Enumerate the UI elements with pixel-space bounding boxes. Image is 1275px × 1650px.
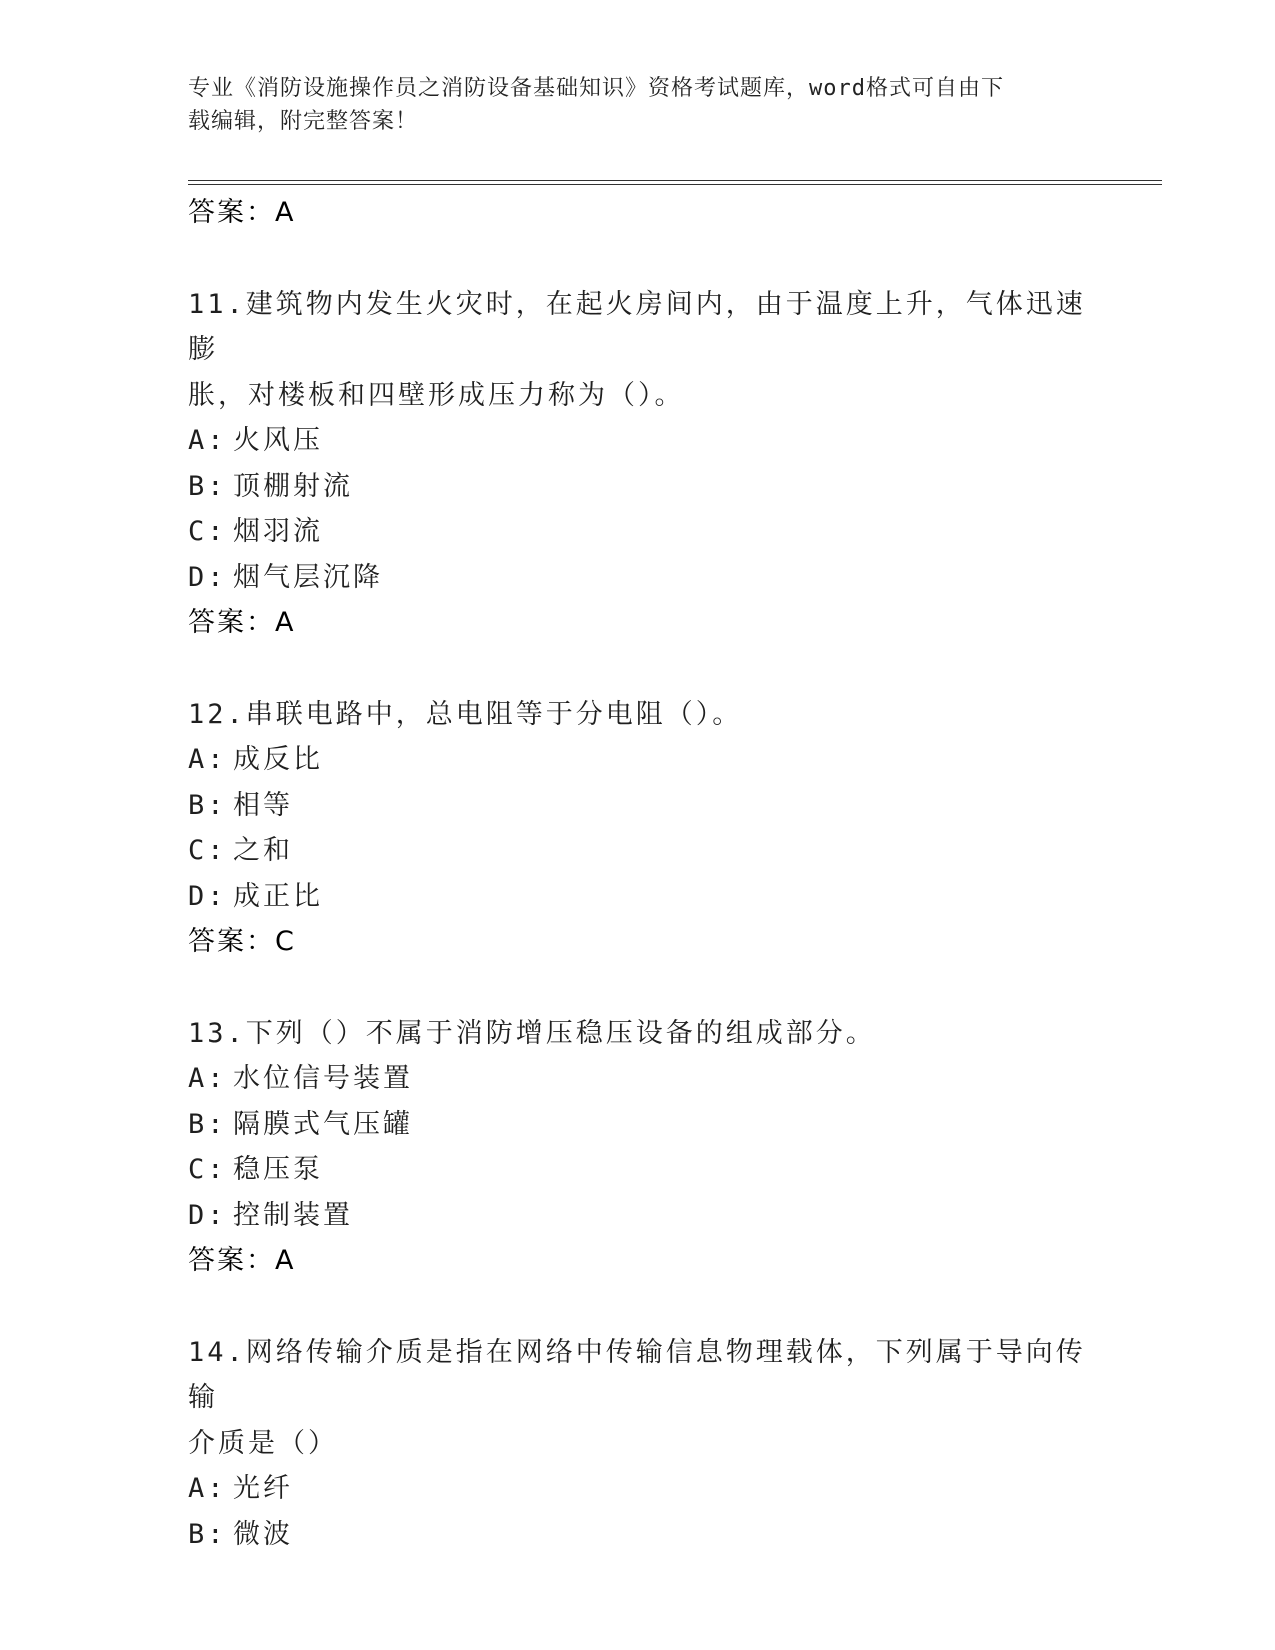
- answer: 答案：C: [188, 926, 296, 957]
- option-text: 成反比: [233, 744, 323, 775]
- document-header: [188, 72, 1088, 138]
- option-text: 微波: [233, 1518, 293, 1550]
- header-line-2: 载编辑，附完整答案！: [188, 109, 419, 134]
- option-letter: D:: [188, 880, 227, 912]
- question-stem-line-2: 介质是（）: [188, 1427, 338, 1459]
- answer: 答案：A: [188, 607, 296, 638]
- option-text: 顶棚射流: [233, 470, 353, 502]
- option-letter: A:: [188, 1473, 227, 1504]
- question-stem-line-1: 11.建筑物内发生火灾时，在起火房间内，由于温度上升，气体迅速膨: [188, 288, 1086, 365]
- option-letter: B:: [188, 789, 227, 821]
- option-text: 相等: [233, 789, 293, 821]
- option-letter: D:: [188, 561, 227, 593]
- option-letter: A:: [188, 1063, 227, 1094]
- option-c: [188, 828, 1088, 874]
- option-c: [188, 509, 1088, 555]
- option-letter: B:: [188, 1108, 227, 1140]
- option-text: 水位信号装置: [233, 1063, 413, 1094]
- question-11: [188, 282, 1088, 646]
- option-letter: A:: [188, 744, 227, 775]
- option-b: [188, 1102, 1088, 1148]
- header-rule-top: [188, 180, 1162, 181]
- option-text: 烟气层沉降: [233, 561, 383, 593]
- option-letter: C:: [188, 835, 227, 866]
- option-c: [188, 1147, 1088, 1193]
- option-letter: B:: [188, 1518, 227, 1550]
- question-stem-line-1: 13.下列（）不属于消防增压稳压设备的组成部分。: [188, 1017, 876, 1049]
- option-letter: C:: [188, 516, 227, 547]
- question-13: [188, 1011, 1088, 1284]
- option-letter: B:: [188, 470, 227, 502]
- option-a: [188, 418, 1088, 464]
- option-d: [188, 874, 1088, 920]
- answer: 答案：A: [188, 1245, 296, 1276]
- option-letter: D:: [188, 1199, 227, 1231]
- option-b: [188, 1512, 1088, 1558]
- option-b: [188, 783, 1088, 829]
- option-letter: C:: [188, 1154, 227, 1185]
- answer-previous: 答案：A: [188, 197, 296, 228]
- option-text: 烟羽流: [233, 516, 323, 547]
- question-stem-line-1: 14.网络传输介质是指在网络中传输信息物理载体，下列属于导向传输: [188, 1336, 1086, 1413]
- option-d: [188, 555, 1088, 601]
- header-rule-bottom: [188, 184, 1162, 185]
- option-text: 控制装置: [233, 1199, 353, 1231]
- question-list: [188, 190, 1088, 1557]
- option-b: [188, 464, 1088, 510]
- option-text: 光纤: [233, 1473, 293, 1504]
- option-text: 稳压泵: [233, 1154, 323, 1185]
- option-text: 成正比: [233, 880, 323, 912]
- option-letter: A:: [188, 425, 227, 456]
- question-stem-line-2: 胀，对楼板和四壁形成压力称为（）。: [188, 379, 685, 411]
- option-d: [188, 1193, 1088, 1239]
- question-12: [188, 692, 1088, 965]
- question-14: [188, 1330, 1088, 1558]
- option-text: 隔膜式气压罐: [233, 1108, 413, 1140]
- option-a: [188, 1056, 1088, 1102]
- option-a: [188, 737, 1088, 783]
- question-stem-line-1: 12.串联电路中，总电阻等于分电阻（）。: [188, 698, 743, 730]
- option-a: [188, 1466, 1088, 1512]
- header-line-1: 专业《消防设施操作员之消防设备基础知识》资格考试题库，word格式可自由下: [188, 76, 1004, 101]
- option-text: 火风压: [233, 425, 323, 456]
- option-text: 之和: [233, 835, 293, 866]
